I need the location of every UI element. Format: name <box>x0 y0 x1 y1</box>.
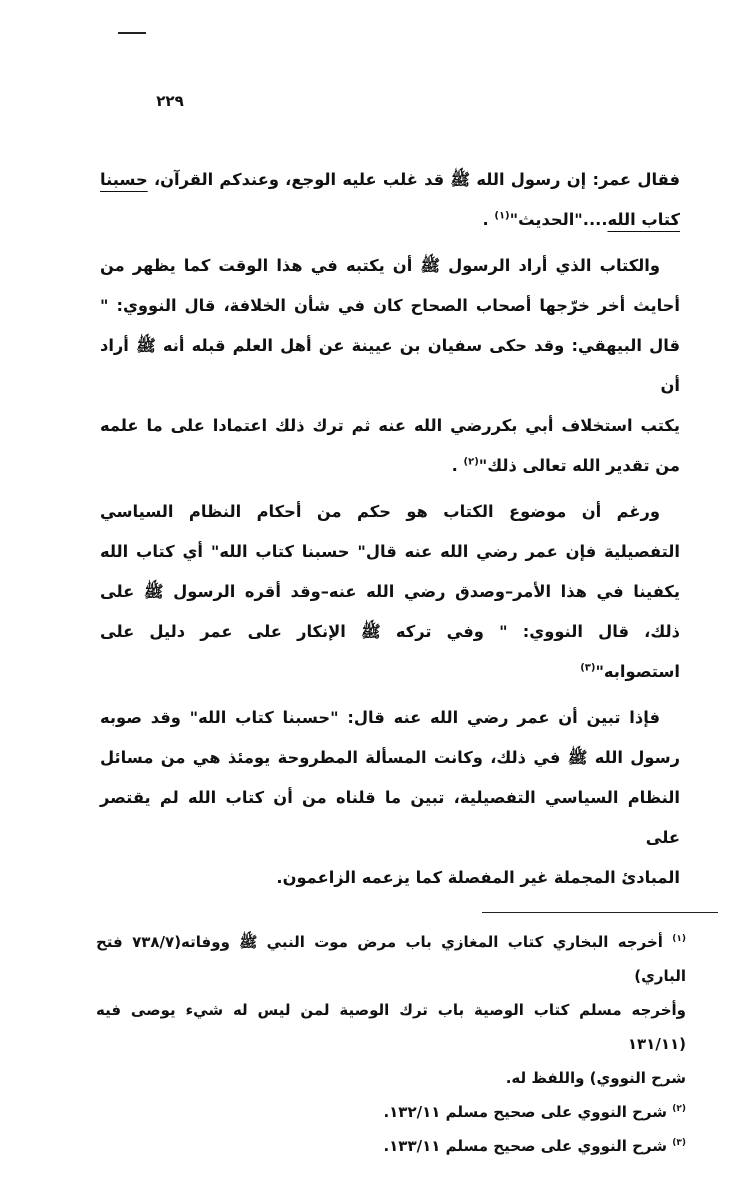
main-text <box>100 160 680 898</box>
text-line: يكتب استخلاف أبي بكررضي الله عنه ثم ترك ذلك اعتمادا على ما علمه <box>100 416 680 435</box>
text-line: قال البيهقي: وقد حكى سفيان بن عيينة عن أهل العلم قبله أنه ﷺ أراد أن <box>100 336 680 395</box>
text-line: $^{(٣)}$ شرح النووي على صحيح مسلم ١٣٣/١١. <box>383 1137 686 1155</box>
page-number: ٢٢٩ <box>156 92 184 110</box>
text-line: ورغم أن موضوع الكتاب هو حكم من أحكام النظام السياسي <box>100 502 660 521</box>
underlined-phrase: كتاب الله <box>607 210 680 229</box>
paragraph-1 <box>100 160 680 240</box>
text-line: رسول الله ﷺ في ذلك، وكانت المسألة المطروحة يومئذ هي من مسائل <box>100 748 680 767</box>
footnote-number: (٣) <box>672 1138 686 1148</box>
text-line: فإذا تبين أن عمر رضي الله عنه قال: "حسبنا كتاب الله" وقد صوبه <box>100 708 660 727</box>
text-line: ذلك، قال النووي: " وفي تركه ﷺ الإنكار على عمر دليل على <box>100 622 680 641</box>
text-line: والكتاب الذي أراد الرسول ﷺ أن يكتبه في هذا الوقت كما يظهر من <box>100 256 660 275</box>
header-rule <box>118 32 146 34</box>
underlined-phrase: حسبنا <box>100 170 148 189</box>
footnote-number: (١) <box>672 934 686 944</box>
text-line: النظام السياسي التفصيلية، تبين ما قلناه من أن كتاب الله لم يقتصر على <box>100 788 680 847</box>
text-line: فقال عمر: إن رسول الله ﷺ قد غلب عليه الوجع، وعندكم القرآن، حسبنا <box>100 170 680 189</box>
text-line: وأخرجه مسلم كتاب الوصية باب ترك الوصية لمن ليس له شيء يوصى فيه (١٣١/١١ <box>96 1001 686 1053</box>
footnote-3 <box>96 1129 686 1163</box>
footnote-ref: (١) <box>494 210 510 222</box>
text-line: التفصيلية فإن عمر رضي الله عنه قال" حسبنا كتاب الله" أي كتاب الله <box>100 542 680 561</box>
text-line: $^{(٢)}$ شرح النووي على صحيح مسلم ١٣٢/١١. <box>383 1103 686 1121</box>
footnote-ref: (٢) <box>463 456 479 468</box>
footnote-number: (٢) <box>672 1104 686 1114</box>
footnote-ref: (٣) <box>580 662 596 674</box>
text-line: من تقدير الله تعالى ذلك"$^{(٢)}$ . <box>451 456 680 475</box>
paragraph-4 <box>100 698 680 898</box>
text-line: المبادئ المجملة غير المفصلة كما يزعمه الزاعمون. <box>276 868 680 887</box>
footnotes <box>96 925 686 1163</box>
text-line: أحايث أخر خرّجها أصحاب الصحاح كان في شأن الخلافة، قال النووي: " <box>100 296 680 315</box>
text-line: كتاب الله...."الحديث"$^{(١)}$ . <box>482 210 680 229</box>
footnote-divider <box>482 912 718 913</box>
text-line: $^{(١)}$ أخرجه البخاري كتاب المغازي باب مرض موت النبي ﷺ ووفاته(٧٣٨/٧ فتح الباري) <box>96 933 686 985</box>
footnote-1 <box>96 925 686 1095</box>
paragraph-3 <box>100 492 680 692</box>
text-line: شرح النووي) واللفظ له. <box>505 1069 686 1087</box>
footnote-2 <box>96 1095 686 1129</box>
text-line: استصوابه"$^{(٣)}$ <box>580 662 680 681</box>
paragraph-2 <box>100 246 680 486</box>
text-line: يكفينا في هذا الأمر–وصدق رضي الله عنه–وقد أقره الرسول ﷺ على <box>100 582 680 601</box>
